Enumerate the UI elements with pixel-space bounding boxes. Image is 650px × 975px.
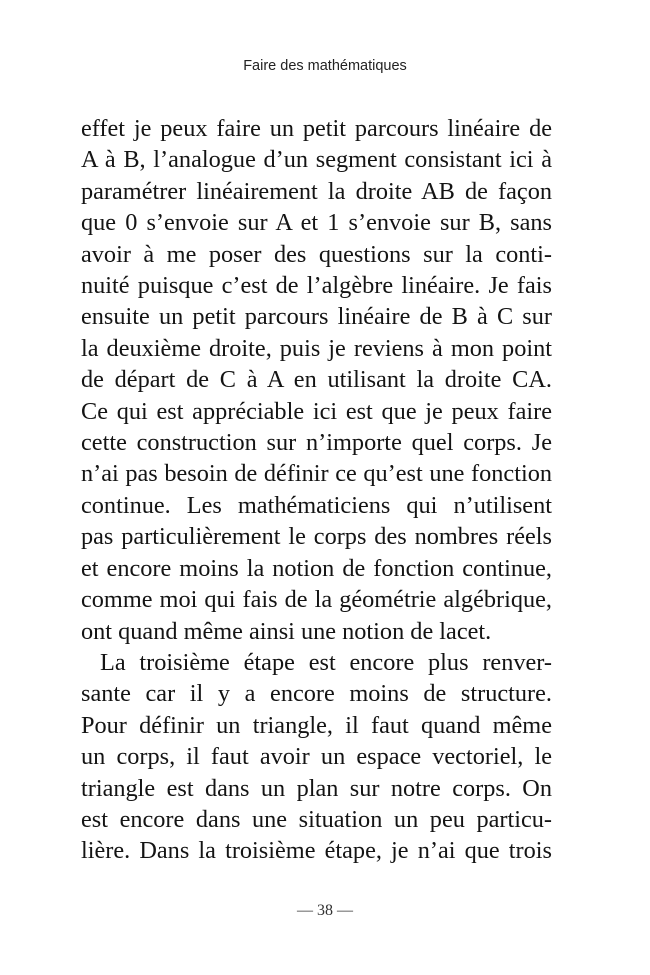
text-line: lière. Dans la troisième étape, je n’ai que trois bbox=[81, 837, 552, 865]
text-line: continue. Les mathématiciens qui n’utilisent bbox=[81, 491, 552, 519]
text-line: La troisième étape est encore plus renver- bbox=[100, 648, 552, 676]
text-line: nuité puisque c’est de l’algèbre linéaire. Je fais bbox=[81, 272, 552, 300]
paragraph bbox=[81, 113, 552, 647]
text-line: comme moi qui fais de la géométrie algébrique, bbox=[81, 586, 552, 614]
text-line: est encore dans une situation un peu particu- bbox=[81, 805, 552, 833]
text-line: cette construction sur n’importe quel corps. Je bbox=[81, 429, 552, 457]
body-text bbox=[81, 113, 552, 867]
text-line: effet je peux faire un petit parcours linéaire de bbox=[81, 115, 552, 142]
text-line: Ce qui est appréciable ici est que je peux faire bbox=[81, 397, 552, 425]
text-line: la deuxième droite, puis je reviens à mon point bbox=[81, 334, 552, 362]
text-line: un corps, il faut avoir un espace vectoriel, le bbox=[81, 743, 552, 771]
text-line: ensuite un petit parcours linéaire de B à C sur bbox=[81, 303, 552, 331]
text-line: A à B, l’analogue d’un segment consistant ici à bbox=[81, 146, 552, 174]
text-line: ont quand même ainsi une notion de lacet. bbox=[81, 617, 492, 645]
text-line: triangle est dans un plan sur notre corps. On bbox=[81, 774, 552, 802]
text-line: Pour définir un triangle, il faut quand même bbox=[81, 711, 552, 739]
text-line: que 0 s’envoie sur A et 1 s’envoie sur B, sans bbox=[81, 209, 552, 237]
text-line: n’ai pas besoin de définir ce qu’est une fonction bbox=[81, 460, 552, 488]
page-number: — 38 — bbox=[297, 902, 353, 919]
text-line: avoir à me poser des questions sur la conti- bbox=[81, 240, 552, 268]
running-head: Faire des mathématiques bbox=[243, 58, 407, 74]
text-line: paramétrer linéairement la droite AB de façon bbox=[81, 177, 552, 205]
text-line: pas particulièrement le corps des nombres réels bbox=[81, 523, 552, 551]
text-line: et encore moins la notion de fonction continue, bbox=[81, 554, 552, 582]
paragraph bbox=[81, 647, 552, 867]
text-line: de départ de C à A en utilisant la droite CA. bbox=[81, 366, 552, 394]
text-line: sante car il y a encore moins de structure. bbox=[81, 680, 552, 708]
